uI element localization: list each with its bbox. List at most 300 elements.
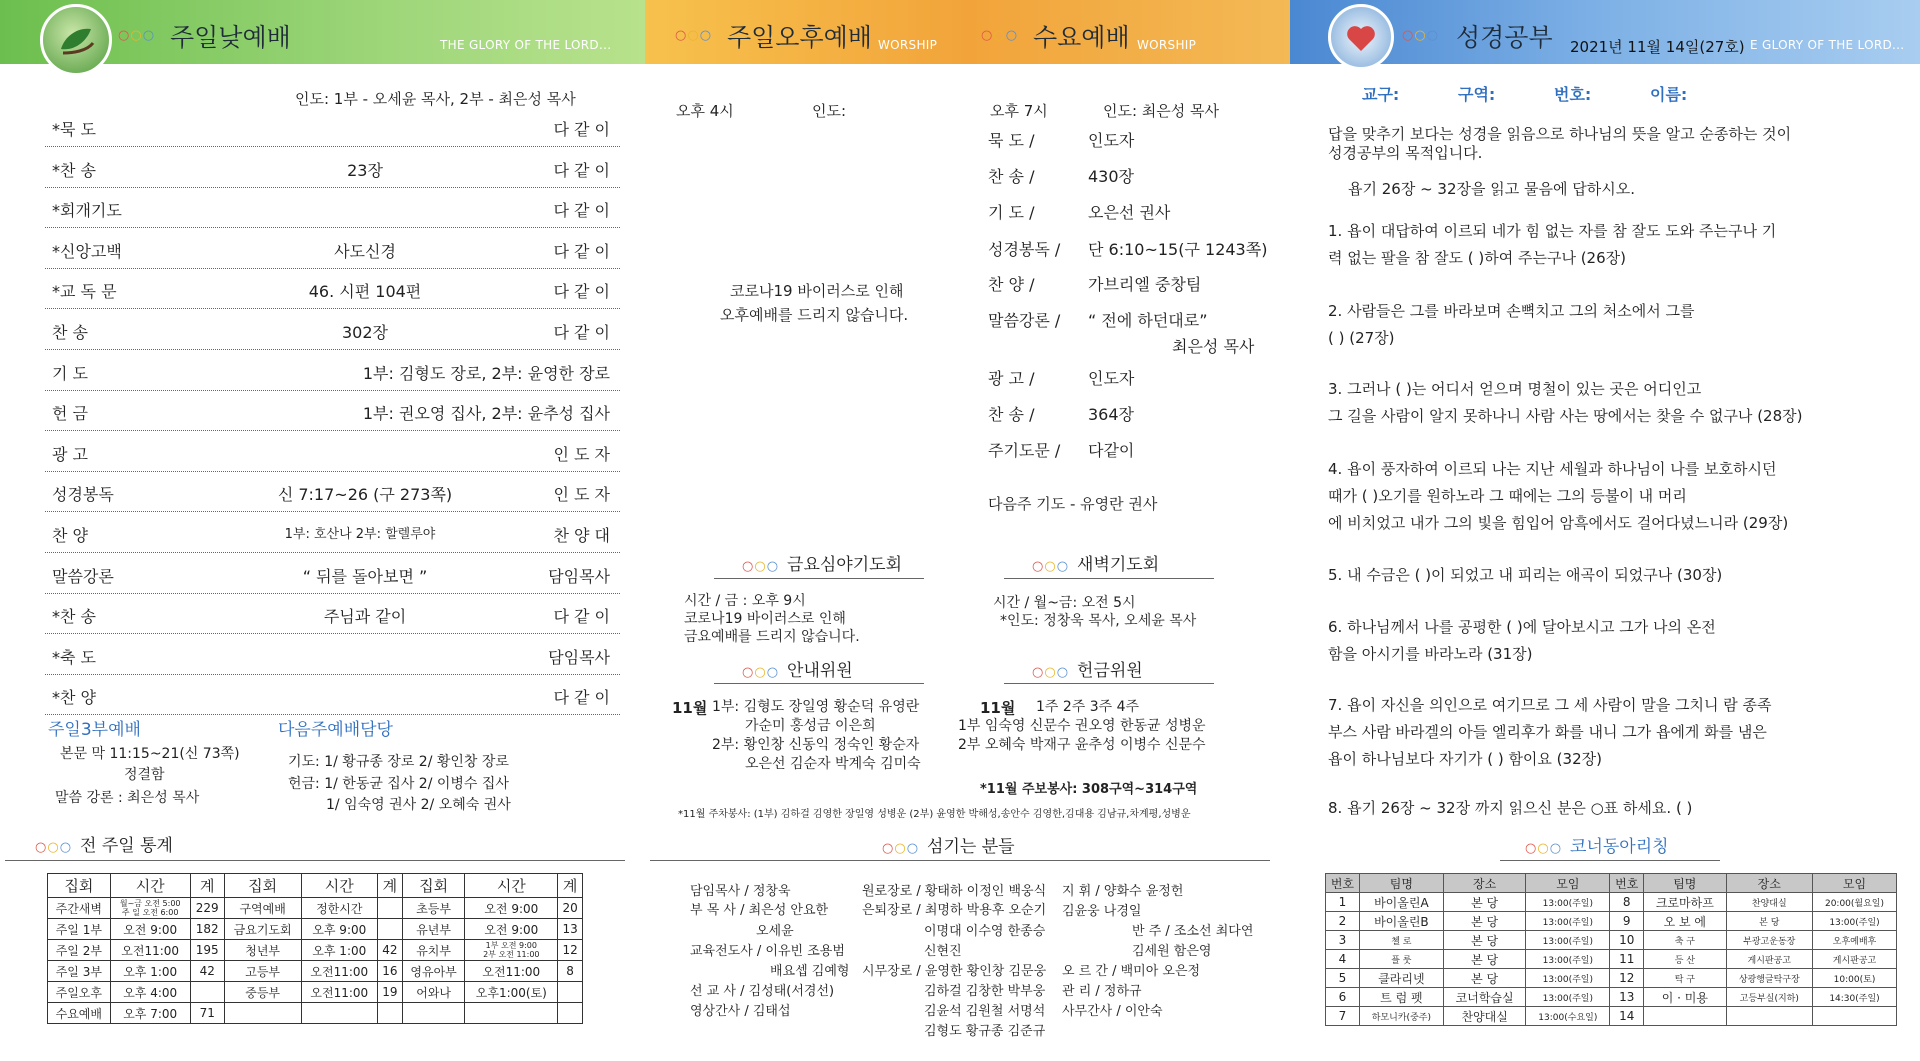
- order-item-leader: 1부: 권오영 집사, 2부: 윤추성 집사: [362, 404, 610, 424]
- friday-line: 금요예배를 드리지 않습니다.: [684, 629, 860, 645]
- club-cell: 11: [1610, 950, 1644, 969]
- stats-cell: 영유아부: [402, 961, 465, 982]
- third-service-line: 본문 막 11:15~21(신 73쪽): [60, 746, 240, 762]
- offering-weeks: 1주 2주 3주 4주: [1036, 699, 1140, 715]
- sunday-order-row: [45, 391, 620, 431]
- order-item-name: *축 도: [52, 647, 96, 667]
- wed-order-value: “ 전에 하던대로”: [1088, 311, 1208, 330]
- club-cell: 장소: [1443, 874, 1525, 893]
- afternoon-notice: 오후예배를 드리지 않습니다.: [720, 306, 909, 324]
- study-field-label: 이름:: [1650, 85, 1688, 104]
- divider: [1500, 860, 1720, 861]
- question-line: 에 비치었고 내가 그의 빛을 힘입어 암흑에서도 걸어다녔느니라 (29장): [1328, 514, 1789, 532]
- club-cell: 팀명: [1644, 874, 1726, 893]
- club-cell: 축 구: [1644, 931, 1726, 950]
- club-cell: 13:00(주일): [1526, 950, 1610, 969]
- question-line: 부스 사람 바라겔의 아들 엘리후가 화를 내니 그가 욥에게 화를 냄은: [1328, 723, 1767, 741]
- divider: [714, 578, 924, 579]
- question-line: 2. 사람들은 그를 바라보며 손뼉치고 그의 처소에서 그를: [1328, 302, 1695, 320]
- stats-cell: 계: [378, 874, 403, 898]
- question-line: 함을 아시기를 바라노라 (31장): [1328, 645, 1533, 663]
- stats-cell: 오후 9:00: [301, 919, 378, 940]
- stats-cell: 집회: [402, 874, 465, 898]
- club-cell: 등 산: [1644, 950, 1726, 969]
- study-title: 성경공부: [1456, 23, 1553, 52]
- stats-cell: 청년부: [224, 940, 301, 961]
- offering-title: 헌금위원: [1077, 661, 1143, 681]
- club-cell: 9: [1610, 912, 1644, 931]
- wed-order-name: 말씀강론 /: [988, 311, 1061, 330]
- heart-hands-icon: [1328, 4, 1394, 70]
- staff-line: 배요셉 김예형: [770, 964, 850, 979]
- club-cell: 2: [1326, 912, 1360, 931]
- sunday-order-row: [45, 351, 620, 391]
- order-item-name: *찬 송: [52, 607, 96, 627]
- club-cell: 13:00(수요일): [1526, 1007, 1610, 1026]
- club-cell: 본 당: [1443, 912, 1525, 931]
- wed-order-value: 인도자: [1088, 131, 1135, 150]
- stats-cell: 16: [378, 961, 403, 982]
- club-cell: 본 당: [1443, 893, 1525, 912]
- staff-line: 신현진: [924, 944, 962, 959]
- study-intro: 성경공부의 목적입니다.: [1328, 144, 1483, 162]
- staff-line: 김윤석 김원철 서명석: [924, 1004, 1046, 1019]
- club-row: [1326, 1007, 1897, 1026]
- club-cell: 20:00(월요일): [1813, 893, 1897, 912]
- staff-section-title: ○○○ 섬기는 분들: [882, 837, 1015, 857]
- order-item-leader: 인 도 자: [553, 444, 610, 464]
- friday-line: 시간 / 금 : 오후 9시: [684, 593, 806, 609]
- question-line: 욥이 하나님보다 자기가 ( ) 함이요 (32장): [1328, 750, 1602, 768]
- club-cell: 5: [1326, 969, 1360, 988]
- club-cell: 13:00(주일): [1526, 969, 1610, 988]
- club-cell: 13:00(주일): [1813, 912, 1897, 931]
- club-cell: 13: [1610, 988, 1644, 1007]
- club-cell: 6: [1326, 988, 1360, 1007]
- offering-month: 11월: [980, 699, 1016, 717]
- stats-cell: 19: [378, 982, 403, 1003]
- order-item-leader: 다 같 이: [553, 688, 610, 708]
- club-cell: 14: [1610, 1007, 1644, 1026]
- header-dots: ○○○: [675, 28, 713, 43]
- staff-line: 오세윤: [756, 924, 794, 939]
- club-header-row: [1326, 874, 1897, 893]
- stats-cell: 오전 9:00: [465, 919, 558, 940]
- club-cell: 본 당: [1726, 912, 1812, 931]
- ushers-section-title: ○○○ 안내위원: [742, 661, 853, 681]
- stats-cell: [378, 919, 403, 940]
- ushers-line: 2부: 황인창 신동익 정숙인 황순자: [712, 737, 920, 753]
- stats-cell: [558, 982, 583, 1003]
- club-cell: 번호: [1610, 874, 1644, 893]
- stats-cell: 월~금 오전 5:00 주 일 오전 6:00: [110, 898, 190, 919]
- wed-order-name: 성경봉독 /: [988, 240, 1061, 259]
- order-item-content: 23장: [347, 160, 383, 180]
- question-line: 1. 욥이 대답하여 이르되 네가 힘 없는 자를 참 잘도 도와 주는구나 기: [1328, 222, 1777, 240]
- stats-cell: [301, 1003, 378, 1024]
- afternoon-time: 오후 4시: [676, 102, 734, 120]
- order-item-content: 302장: [342, 323, 388, 342]
- study-field-label: 번호:: [1554, 85, 1592, 104]
- order-item-leader: 다 같 이: [553, 323, 610, 342]
- stats-cell: 유년부: [402, 919, 465, 940]
- staff-line: 김하걸 김창한 박부웅: [924, 984, 1046, 999]
- sunday-order-row: [45, 594, 620, 634]
- afternoon-subtitle: WORSHIP: [878, 38, 938, 52]
- club-cell: 트 럼 펫: [1359, 988, 1443, 1007]
- order-item-leader: 다 같 이: [553, 120, 610, 139]
- staff-line: 반 주 / 조소선 최다연: [1132, 924, 1254, 939]
- club-cell: 본 당: [1443, 950, 1525, 969]
- order-item-name: 기 도: [52, 363, 88, 383]
- staff-line: 시무장로 / 윤영한 황인창 김문웅: [862, 964, 1047, 979]
- stats-cell: 오전11:00: [465, 961, 558, 982]
- order-item-content: 1부: 호산나 2부: 할렐루야: [284, 527, 436, 542]
- divider: [650, 860, 1270, 861]
- wed-order-value: 다같이: [1088, 441, 1135, 460]
- club-cell: 10: [1610, 931, 1644, 950]
- parking-service: *11월 주차봉사: (1부) 김하걸 김영한 장일영 성병운 (2부) 윤영한 박해성,송안수 김영한,김대용 김남규,차계평,성병운: [678, 809, 1191, 820]
- stats-cell: 시간: [110, 874, 190, 898]
- sunday-leader: 인도: 1부 - 오세윤 목사, 2부 - 최은성 목사: [295, 90, 576, 108]
- offering-line: 2부 오혜숙 박재구 윤추성 이병수 신문수: [958, 737, 1206, 753]
- next-week-line: 헌금: 1/ 한동균 집사 2/ 이병수 집사: [288, 776, 509, 792]
- staff-title: 섬기는 분들: [927, 837, 1015, 857]
- order-item-content: 주님과 같이: [323, 607, 407, 627]
- stats-cell: 계: [190, 874, 224, 898]
- stats-cell: 중등부: [224, 982, 301, 1003]
- leaf-hands-icon: [40, 4, 112, 76]
- stats-cell: 시간: [465, 874, 558, 898]
- friday-title: 금요심야기도회: [787, 555, 902, 575]
- staff-line: 사무간사 / 이안숙: [1062, 1004, 1163, 1019]
- stats-row: [48, 940, 583, 961]
- order-item-name: *찬 양: [52, 688, 96, 708]
- stats-cell: 주일오후: [48, 982, 111, 1003]
- question-line: 7. 욥이 자신을 의인으로 여기므로 그 세 사람이 말을 그치니 람 종족: [1328, 696, 1772, 714]
- stats-cell: 71: [190, 1003, 224, 1024]
- wed-order-value: 가브리엘 중창팀: [1088, 275, 1202, 294]
- stats-cell: 고등부: [224, 961, 301, 982]
- bulletin-service: *11월 주보봉사: 308구역~314구역: [980, 782, 1198, 797]
- stats-cell: 초등부: [402, 898, 465, 919]
- club-cell: 코너학습실: [1443, 988, 1525, 1007]
- club-cell: 7: [1326, 1007, 1360, 1026]
- ushers-line: 1부: 김형도 장일영 황순덕 유영란: [712, 699, 920, 715]
- club-cell: 장소: [1726, 874, 1812, 893]
- stats-cell: 오전 9:00: [465, 898, 558, 919]
- study-intro: 답을 맞추기 보다는 성경을 읽음으로 하나님의 뜻을 알고 순종하는 것이: [1328, 125, 1792, 143]
- stats-cell: 주일 3부: [48, 961, 111, 982]
- staff-line: 영상간사 / 김태섭: [690, 1004, 791, 1019]
- club-cell: 13:00(주일): [1526, 912, 1610, 931]
- order-item-leader: 담임목사: [548, 566, 610, 586]
- afternoon-header: [645, 0, 1290, 64]
- stats-cell: 주일 1부: [48, 919, 111, 940]
- divider: [5, 860, 625, 861]
- club-title: 코너동아리칭: [1570, 837, 1669, 857]
- wed-order-value: 364장: [1088, 405, 1134, 424]
- stats-header-row: [48, 874, 583, 898]
- divider: [1004, 683, 1214, 684]
- dawn-line: *인도: 정창욱 목사, 오세윤 목사: [1000, 613, 1197, 629]
- stats-cell: 구역예배: [224, 898, 301, 919]
- wednesday-time: 오후 7시: [990, 102, 1048, 120]
- header-dots: ○○○: [1402, 28, 1440, 43]
- wed-order-name: 광 고 /: [988, 369, 1035, 388]
- order-item-leader: 찬 양 대: [553, 526, 610, 545]
- club-row: [1326, 988, 1897, 1007]
- order-item-name: *신앙고백: [52, 241, 122, 261]
- stats-row: [48, 1003, 583, 1024]
- stats-cell: 42: [378, 940, 403, 961]
- afternoon-leader: 인도:: [812, 102, 847, 120]
- ushers-month: 11월: [672, 699, 708, 717]
- order-item-name: *회개기도: [52, 201, 122, 221]
- sunday-order-row: [45, 635, 620, 675]
- club-cell: 바이올린B: [1359, 912, 1443, 931]
- sunday-order-row: [45, 229, 620, 269]
- ushers-title: 안내위원: [787, 661, 853, 681]
- stats-cell: 195: [190, 940, 224, 961]
- question-line: 력 없는 팔을 참 잘도 ( )하여 주는구나 (26장): [1328, 249, 1626, 267]
- order-item-leader: 다 같 이: [553, 160, 610, 180]
- staff-line: 지 휘 / 양화수 윤정헌: [1062, 884, 1184, 899]
- order-item-leader: 다 같 이: [553, 607, 610, 627]
- stats-cell: 오전11:00: [301, 961, 378, 982]
- third-service-line: 말씀 강론 : 최은성 목사: [55, 790, 200, 806]
- sunday-order-row: [45, 148, 620, 188]
- wed-order-value: 단 6:10~15(구 1243쪽): [1088, 240, 1268, 259]
- order-item-content: 신 7:17~26 (구 273쪽): [277, 485, 453, 505]
- stats-cell: 오후 1:00: [301, 940, 378, 961]
- club-cell: 찬양대실: [1726, 893, 1812, 912]
- stats-cell: 시간: [301, 874, 378, 898]
- weekly-stats-table: [47, 873, 583, 1024]
- wed-order-name: 찬 송 /: [988, 167, 1035, 186]
- club-cell: 게시판공고: [1813, 950, 1897, 969]
- friday-line: 코로나19 바이러스로 인해: [684, 611, 846, 627]
- stats-cell: 오전11:00: [301, 982, 378, 1003]
- stats-cell: 금요기도회: [224, 919, 301, 940]
- wed-order-value: 오은선 권사: [1088, 203, 1171, 222]
- staff-line: 이명대 이수영 한종승: [924, 924, 1046, 939]
- club-cell: [1644, 1007, 1726, 1026]
- order-item-content: 46. 시편 104편: [308, 282, 422, 302]
- stats-cell: 182: [190, 919, 224, 940]
- staff-line: 김윤웅 나경일: [1062, 904, 1142, 919]
- club-cell: 바이올린A: [1359, 893, 1443, 912]
- question-line: 5. 내 수금은 ( )이 되었고 내 피리는 애곡이 되었구나 (30장): [1328, 566, 1723, 584]
- order-item-leader: 1부: 김형도 장로, 2부: 윤영한 장로: [362, 363, 610, 383]
- stats-cell: [558, 1003, 583, 1024]
- order-item-name: *묵 도: [52, 120, 96, 139]
- stats-cell: 8: [558, 961, 583, 982]
- header-dots: ○○○: [981, 28, 1019, 43]
- club-cell: 첼 로: [1359, 931, 1443, 950]
- wed-order-name: 묵 도 /: [988, 131, 1035, 150]
- stats-cell: 오후 7:00: [110, 1003, 190, 1024]
- staff-line: 은퇴장로 / 최명하 박용후 오순기: [862, 903, 1047, 918]
- question-line: 8. 욥기 26장 ~ 32장 까지 읽으신 분은 ○표 하세요. ( ): [1328, 799, 1693, 817]
- stats-cell: [378, 898, 403, 919]
- question-line: 그 길을 사람이 알지 못하나니 사람 사는 땅에서는 찾을 수 없구나 (28장): [1328, 407, 1803, 425]
- next-week-title: 다음주예배담당: [278, 720, 393, 740]
- order-item-leader: 다 같 이: [553, 201, 610, 221]
- stats-cell: 229: [190, 898, 224, 919]
- header-dots: ○○○: [118, 28, 156, 43]
- club-cell: 고등부실(지하): [1726, 988, 1812, 1007]
- order-item-name: *찬 송: [52, 160, 96, 180]
- wed-order-name: 기 도 /: [988, 203, 1035, 222]
- stats-cell: 주간새벽: [48, 898, 111, 919]
- question-line: 6. 하나님께서 나를 공평한 ( )에 달아보시고 그가 나의 온전: [1328, 618, 1716, 636]
- stats-row: [48, 898, 583, 919]
- dawn-section-title: ○○○ 새벽기도회: [1032, 555, 1160, 575]
- club-cell: 3: [1326, 931, 1360, 950]
- third-service-title: 주일3부예배: [48, 720, 141, 740]
- sunday-order-row: [45, 513, 620, 553]
- staff-line: 부 목 사 / 최은성 안요한: [690, 903, 829, 918]
- next-week-line: 기도: 1/ 황규종 장로 2/ 황인창 장로: [288, 754, 509, 770]
- study-date: 2021년 11월 14일(27호): [1570, 38, 1745, 56]
- club-cell: 4: [1326, 950, 1360, 969]
- offering-line: 1부 임숙영 신문수 권오영 한동균 성병운: [958, 718, 1206, 734]
- stats-row: [48, 919, 583, 940]
- study-field-label: 구역:: [1458, 85, 1496, 104]
- stats-title: 전 주일 통계: [80, 836, 173, 856]
- club-section-title: ○○○ 코너동아리칭: [1525, 837, 1669, 857]
- stats-cell: 수요예배: [48, 1003, 111, 1024]
- stats-cell: [378, 1003, 403, 1024]
- stats-cell: 계: [558, 874, 583, 898]
- stats-cell: 13: [558, 919, 583, 940]
- club-cell: 찬양대실: [1443, 1007, 1525, 1026]
- club-cell: 8: [1610, 893, 1644, 912]
- stats-cell: 오후 1:00: [110, 961, 190, 982]
- staff-line: 김세원 함은영: [1132, 944, 1212, 959]
- afternoon-title: 주일오후예배: [727, 23, 872, 52]
- stats-cell: 집회: [48, 874, 111, 898]
- club-cell: 본 당: [1443, 969, 1525, 988]
- stats-cell: 집회: [224, 874, 301, 898]
- sunday-order-row: [45, 675, 620, 715]
- club-cell: [1726, 1007, 1812, 1026]
- club-cell: 오 보 에: [1644, 912, 1726, 931]
- club-row: [1326, 969, 1897, 988]
- study-subtitle: E GLORY OF THE LORD...: [1750, 38, 1905, 52]
- study-header: [1290, 0, 1920, 64]
- sunday-order-row: [45, 269, 620, 309]
- sunday-header: [0, 0, 645, 64]
- third-service-line: 정결함: [124, 767, 165, 783]
- club-cell: 하모니카(중주): [1359, 1007, 1443, 1026]
- ushers-line: 가순미 홍성금 이은희: [745, 718, 876, 734]
- stats-cell: 12: [558, 940, 583, 961]
- club-cell: 게시판공고: [1726, 950, 1812, 969]
- stats-cell: [224, 1003, 301, 1024]
- stats-cell: 어와나: [402, 982, 465, 1003]
- order-item-leader: 담임목사: [548, 647, 610, 667]
- staff-line: 원로장로 / 황태하 이정인 백웅식: [862, 884, 1047, 899]
- club-cell: 모임: [1526, 874, 1610, 893]
- club-cell: 본 당: [1443, 931, 1525, 950]
- stats-cell: [465, 1003, 558, 1024]
- afternoon-notice: 코로나19 바이러스로 인해: [730, 282, 904, 300]
- club-cell: 13:00(주일): [1526, 988, 1610, 1007]
- wed-order-name: 찬 송 /: [988, 405, 1035, 424]
- wed-order-name: 주기도문 /: [988, 441, 1061, 460]
- club-cell: 14:30(주일): [1813, 988, 1897, 1007]
- wed-order-value: 430장: [1088, 167, 1134, 186]
- order-item-name: *교 독 문: [52, 282, 117, 302]
- club-cell: 플 룻: [1359, 950, 1443, 969]
- staff-line: 김형도 황규종 김준규: [924, 1024, 1046, 1039]
- wednesday-subtitle: WORSHIP: [1137, 38, 1197, 52]
- club-row: [1326, 912, 1897, 931]
- next-week-prayer: 다음주 기도 - 유영란 권사: [988, 495, 1158, 513]
- question-line: 3. 그러나 ( )는 어디서 얻으며 명철이 있는 곳은 어디인고: [1328, 380, 1702, 398]
- stats-cell: [402, 1003, 465, 1024]
- stats-cell: 1부 오전 9:00 2부 오전 11:00: [465, 940, 558, 961]
- club-cell: 번호: [1326, 874, 1360, 893]
- order-item-leader: 다 같 이: [553, 282, 610, 302]
- club-cell: 12: [1610, 969, 1644, 988]
- sunday-order-row: [45, 310, 620, 350]
- study-field-label: 교구:: [1362, 85, 1400, 104]
- club-cell: 오후예배후: [1813, 931, 1897, 950]
- club-row: [1326, 950, 1897, 969]
- club-cell: 클라리넷: [1359, 969, 1443, 988]
- stats-cell: [190, 982, 224, 1003]
- offering-section-title: ○○○ 헌금위원: [1032, 661, 1143, 681]
- stats-cell: 정한시간: [301, 898, 378, 919]
- club-cell: 1: [1326, 893, 1360, 912]
- stats-section-title: ○○○ 전 주일 통계: [35, 836, 173, 856]
- wed-order-value: 인도자: [1088, 369, 1135, 388]
- stats-row: [48, 961, 583, 982]
- sunday-title: 주일낮예배: [170, 23, 291, 52]
- staff-line: 담임목사 / 정창욱: [690, 884, 791, 899]
- club-cell: 상광행글탁구장: [1726, 969, 1812, 988]
- club-cell: 부광고운동장: [1726, 931, 1812, 950]
- friday-section-title: ○○○ 금요심야기도회: [742, 555, 902, 575]
- order-item-leader: 인 도 자: [553, 485, 610, 505]
- club-row: [1326, 931, 1897, 950]
- dawn-line: 시간 / 월~금: 오전 5시: [993, 595, 1136, 611]
- sunday-order-row: [45, 107, 620, 147]
- order-item-name: 말씀강론: [52, 566, 114, 586]
- stats-cell: 오전 9:00: [110, 919, 190, 940]
- stats-cell: 20: [558, 898, 583, 919]
- order-item-name: 광 고: [52, 444, 88, 464]
- staff-line: 선 교 사 / 김성태(서경선): [690, 984, 835, 999]
- dawn-title: 새벽기도회: [1077, 555, 1160, 575]
- order-item-content: 사도신경: [334, 241, 396, 261]
- club-cell: 모임: [1813, 874, 1897, 893]
- stats-cell: 오후 4:00: [110, 982, 190, 1003]
- wed-order-name: 찬 양 /: [988, 275, 1035, 294]
- ushers-line: 오은선 김순자 박계숙 김미숙: [745, 756, 921, 772]
- sunday-order-row: [45, 554, 620, 594]
- sunday-order-row: [45, 188, 620, 228]
- order-item-name: 성경봉독: [52, 485, 114, 505]
- stats-row: [48, 982, 583, 1003]
- order-item-name: 찬 양: [52, 526, 88, 545]
- divider: [714, 683, 924, 684]
- club-cell: 크로마하프: [1644, 893, 1726, 912]
- club-cell: 10:00(토): [1813, 969, 1897, 988]
